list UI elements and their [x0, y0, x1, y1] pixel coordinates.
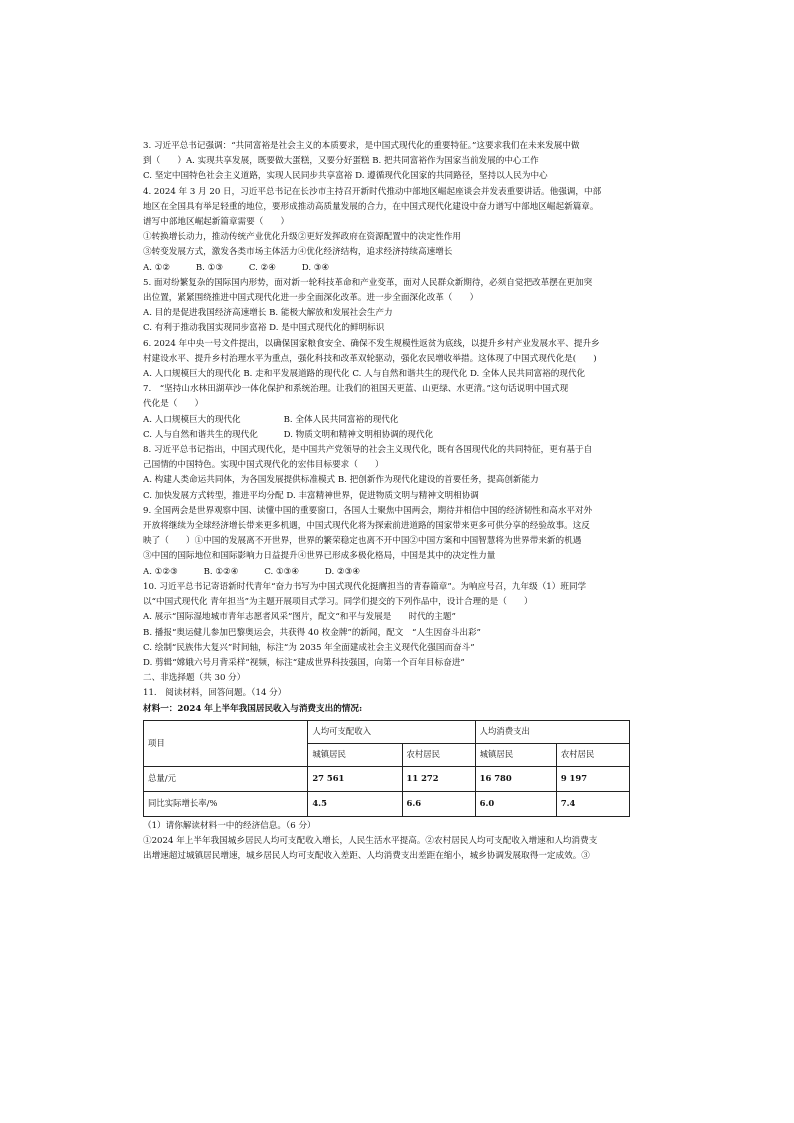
income-consumption-table [143, 720, 630, 817]
text-line: 4. 2024 年 3 月 20 日，习近平总书记在长沙市主持召开新时代推动中部地区崛起座谈会并发表重要讲话。他强调，中部 [143, 186, 602, 197]
table-row-label: 同比实际增长率/% [144, 791, 308, 816]
table-row [144, 766, 630, 791]
text-line: 到（ ）A. 实现共享发展，既要做大蛋糕，又要分好蛋糕 B. 把共同富裕作为国家当前发展的中心工作 [143, 156, 539, 167]
text-line: 村建设水平、提升乡村治理水平为重点，强化科技和改革双轮驱动，强化农民增收举措。这体现了中国式现代化是( ) [143, 353, 597, 364]
text-line: C. 加快发展方式转型，推进平均分配 D. 丰富精神世界，促进物质文明与精神文明相协调 [143, 490, 479, 501]
table-row [144, 791, 630, 816]
table-cell: 6.0 [475, 791, 556, 816]
answer-block [143, 819, 658, 865]
table-cell: 11 272 [402, 766, 475, 791]
text-line: 映了（ ）①中国的发展离不开世界，世界的繁荣稳定也离不开中国②中国方案和中国智慧将为世界带来新的机遇 [143, 536, 582, 547]
table-cell: 16 780 [475, 766, 556, 791]
table-subheader: 农村居民 [556, 743, 629, 766]
text-line: 9. 全国两会是世界观察中国、读懂中国的重要窗口，各国人士聚焦中国两会，期待并相信中国的经济韧性和高水平对外 [143, 505, 593, 516]
text-line: D. 剪辑“嫦娥六号月背采样”视频，标注“建成世界科技强国，向第一个百年目标奋进” [143, 657, 465, 668]
text-line: 5. 面对纷繁复杂的国际国内形势，面对新一轮科技革命和产业变革，面对人民群众新期待，必须自觉把改革摆在更加突 [143, 277, 593, 288]
sub-question: （1）请你解读材料一中的经济信息。（6 分） [143, 820, 316, 831]
text-line: 3. 习近平总书记强调：“共同富裕是社会主义的本质要求，是中国式现代化的重要特征。”这要求我们在未来发展中做 [143, 141, 580, 151]
text-line: 8. 习近平总书记指出，中国式现代化，是中国共产党领导的社会主义现代化，既有各国现代化的共同特征，更有基于自 [143, 445, 593, 456]
text-line: 谱写中部地区崛起新篇章需要（ ） [143, 217, 290, 228]
text-line: C. 有利于推动我国实现同步富裕 D. 是中国式现代化的鲜明标识 [143, 323, 385, 334]
text-line: A. 目的是促进我国经济高速增长 B. 能极大解放和发展社会生产力 [143, 308, 393, 319]
text-line: 代化是（ ） [143, 399, 204, 410]
table-subheader: 城镇居民 [308, 743, 402, 766]
text-line: 6. 2024 年中央一号文件提出，以确保国家粮食安全、确保不发生规模性返贫为底线，以提升乡村产业发展水平、提升乡 [143, 338, 600, 349]
text-line: 7. “坚持山水林田湖草沙一体化保护和系统治理。让我们的祖国天更蓝、山更绿、水更清。”这句话说明中国式现 [143, 384, 569, 395]
text-line: 出位置，紧紧围绕推进中国式现代化进一步全面深化改革。进一步全面深化改革（ ） [143, 293, 479, 304]
text-line: A. 人口规模巨大的现代化 B. 全体人民共同富裕的现代化 [143, 414, 399, 425]
text-line: ③转变发展方式，激发各类市场主体活力④优化经济结构，追求经济持续高速增长 [143, 247, 453, 258]
table-cell: 4.5 [308, 791, 402, 816]
text-line: 地区在全国具有举足轻重的地位，要形成推动高质量发展的合力，在中国式现代化建设中奋力谱写中部地区崛起新篇章。 [143, 201, 599, 212]
table-header-income: 人均可支配收入 [308, 720, 475, 743]
table-cell: 9 197 [556, 766, 629, 791]
table-subheader: 城镇居民 [475, 743, 556, 766]
text-line: C. 坚定中国特色社会主义道路，实现人民同步共享富裕 D. 遵循现代化国家的共同路径，坚持以人民为中心 [143, 171, 548, 182]
text-line: ①转换增长动力，推动传统产业优化升级②更好发挥政府在资源配置中的决定性作用 [143, 232, 461, 243]
table-row-label: 总量/元 [144, 766, 308, 791]
question-block-top [143, 139, 658, 702]
text-line: ③中国的国际地位和国际影响力日益提升④世界已形成多极化格局，中国是其中的决定性力量 [143, 551, 496, 562]
material-title: 材料一：2024 年上半年我国居民收入与消费支出的情况: [143, 703, 363, 714]
text-line: C. 绘制“民族伟大复兴”时间轴，标注“为 2035 年全面建成社会主义现代化强国而奋斗” [143, 642, 475, 653]
text-line: A. ①②③ B. ①②④ C. ①③④ D. ②③④ [143, 566, 361, 577]
table-subheader: 农村居民 [402, 743, 475, 766]
table-header-item: 项目 [144, 720, 308, 766]
text-line: 出增速超过城镇居民增速，城乡居民人均可支配收入差距、人均消费支出差距在缩小，城乡协调发展取得一定成效。③ [143, 851, 590, 862]
exam-content [143, 139, 658, 864]
text-line: C. 人与自然和谐共生的现代化 D. 物质文明和精神文明相协调的现代化 [143, 429, 434, 440]
text-line: 以“中国式现代化 青年担当”为主题开展项目式学习。同学们提交的下列作品中，设计合理的是（ ） [143, 597, 533, 608]
table-header-consumption: 人均消费支出 [475, 720, 629, 743]
text-line: A. 人口规模巨大的现代化 B. 走和平发展道路的现代化 C. 人与自然和谐共生的现代化 D. 全体人民共同富裕的现代化 [143, 369, 586, 380]
text-line: 开放将继续为全球经济增长带来更多机遇，中国式现代化将为探索前进道路的国家带来更多可供分享的经验故事。这反 [143, 521, 590, 532]
text-line: A. ①② B. ①③ C. ②④ D. ③④ [143, 262, 330, 273]
text-line: 10. 习近平总书记寄语新时代青年“奋力书写为中国式现代化挺膺担当的青春篇章”。为响应号召，九年级（1）班同学 [143, 581, 587, 592]
table-cell: 27 561 [308, 766, 402, 791]
table-header-row [144, 720, 630, 743]
text-line: A. 构建人类命运共同体，为各国发展提供标准模式 B. 把创新作为现代化建设的首要任务，提高创新能力 [143, 475, 539, 486]
text-line: A. 展示“国际湿地城市青年志愿者风采”图片，配文“和平与发展是 时代的主题” [143, 612, 456, 623]
text-line: B. 播报“奥运健儿参加巴黎奥运会，共获得 40 枚金牌”的新闻，配文 “人生因奋斗出彩” [143, 627, 481, 638]
text-line: ①2024 年上半年我国城乡居民人均可支配收入增长，人民生活水平提高。②农村居民人均可支配收入增速和人均消费支 [143, 835, 598, 846]
section-heading: 二、非选择题（共 30 分） [143, 673, 246, 684]
text-line: 己国情的中国特色。实现中国式现代化的宏伟目标要求（ ） [143, 460, 384, 471]
question-11-heading: 11. 阅读材料，回答问题。（14 分） [143, 688, 287, 699]
table-cell: 7.4 [556, 791, 629, 816]
table-cell: 6.6 [402, 791, 475, 816]
